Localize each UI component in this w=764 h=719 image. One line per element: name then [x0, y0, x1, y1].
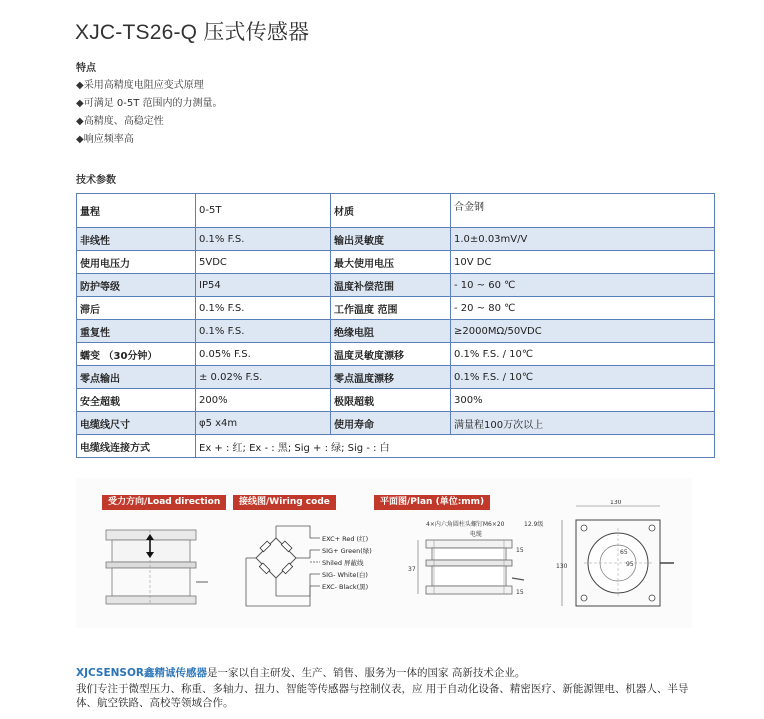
wire-label: EXC+ Red (红) [322, 535, 369, 543]
spec-label: 零点温度漂移 [331, 366, 451, 389]
spec-label: 温度灵敏度漂移 [331, 343, 451, 366]
company-description: 我们专注于微型压力、称重、多轴力、扭力、智能等传感器与控制仪表，应 用于自动化设备、精密医疗、新能源锂电、机器人、半导 [76, 683, 689, 695]
spec-value: ± 0.02% F.S. [196, 366, 331, 389]
wire-label: SIG+ Green(绿) [322, 547, 372, 555]
table-row [77, 228, 715, 251]
spec-value: 满量程100万次以上 [451, 412, 715, 435]
plan-note-cable: 电缆 [470, 531, 483, 538]
spec-value: 0.1% F.S. [196, 320, 331, 343]
spec-value: 合金钢 [451, 194, 715, 228]
diagram-panel [76, 478, 692, 628]
spec-label: 输出灵敏度 [331, 228, 451, 251]
spec-value: ≥2000MΩ/50VDC [451, 320, 715, 343]
spec-label: 使用电压力 [77, 251, 196, 274]
spec-label: 材质 [331, 194, 451, 228]
spec-value: IP54 [196, 274, 331, 297]
table-row [77, 297, 715, 320]
side-view-drawing [406, 516, 556, 616]
spec-label: 蠕变 （30分钟） [77, 343, 196, 366]
spec-label: 使用寿命 [331, 412, 451, 435]
table-row [77, 320, 715, 343]
spec-label: 绝缘电阻 [331, 320, 451, 343]
table-row [77, 412, 715, 435]
table-row [77, 389, 715, 412]
spec-value: 200% [196, 389, 331, 412]
spec-label: 重复性 [77, 320, 196, 343]
features-heading: 特点 [76, 63, 96, 74]
table-row [77, 435, 715, 458]
dim-37: 37 [408, 566, 416, 573]
wire-label: Shiled 屏蔽线 [322, 559, 364, 567]
feature-item: ◆采用高精度电阻应变式原理 [76, 80, 204, 91]
dim-95: 95 [626, 561, 634, 568]
table-row [77, 366, 715, 389]
spec-label: 温度补偿范围 [331, 274, 451, 297]
dim-130-side: 130 [556, 563, 568, 570]
plan-label: 平面图/Plan (单位:mm) [374, 495, 490, 510]
spec-value: 10V DC [451, 251, 715, 274]
wire-label: SIG- White(白) [322, 571, 368, 579]
spec-label: 最大使用电压 [331, 251, 451, 274]
feature-item: ◆响应频率高 [76, 134, 134, 145]
spec-value: Ex + : 红; Ex - : 黑; Sig + : 绿; Sig - : 白 [196, 435, 715, 458]
load-direction-label: 受力方向/Load direction [102, 495, 226, 510]
spec-label: 非线性 [77, 228, 196, 251]
table-row [77, 343, 715, 366]
spec-value: 300% [451, 389, 715, 412]
spec-value: 0-5T [196, 194, 331, 228]
company-intro [76, 665, 525, 680]
spec-label: 零点输出 [77, 366, 196, 389]
spec-value: 0.1% F.S. / 10℃ [451, 366, 715, 389]
company-description-cont: 体、航空铁路、高校等领域合作。 [76, 697, 234, 709]
page-title: XJC-TS26-Q 压式传感器 [75, 21, 310, 44]
spec-value: 0.1% F.S. [196, 297, 331, 320]
spec-table [76, 193, 715, 458]
wire-label: EXC- Black(黑) [322, 583, 369, 591]
dim-15-top: 15 [516, 547, 524, 554]
spec-label: 电缆线尺寸 [77, 412, 196, 435]
spec-value: - 10 ~ 60 ℃ [451, 274, 715, 297]
brand-name: XJCSENSOR鑫精诚传感器 [76, 667, 207, 679]
spec-value: 1.0±0.03mV/V [451, 228, 715, 251]
spec-value: 5VDC [196, 251, 331, 274]
feature-item: ◆可满足 0-5T 范围内的力测量。 [76, 98, 223, 109]
dim-130-top: 130 [610, 500, 622, 506]
specs-heading: 技术参数 [76, 175, 116, 186]
spec-value: 0.1% F.S. / 10℃ [451, 343, 715, 366]
spec-value: 0.05% F.S. [196, 343, 331, 366]
feature-item: ◆高精度、高稳定性 [76, 116, 164, 127]
load-direction-drawing [98, 522, 213, 612]
spec-label: 安全超载 [77, 389, 196, 412]
spec-label: 极限超载 [331, 389, 451, 412]
dim-15-bottom: 15 [516, 589, 524, 596]
spec-label: 工作温度 范围 [331, 297, 451, 320]
spec-label: 电缆线连接方式 [77, 435, 196, 458]
plan-note-grade: 12.9级 [524, 521, 544, 528]
table-row [77, 274, 715, 297]
plan-note: 4×内六角圆柱头螺钉M6×20 [426, 521, 505, 528]
spec-label: 量程 [77, 194, 196, 228]
spec-value: φ5 x4m [196, 412, 331, 435]
spec-value: 0.1% F.S. [196, 228, 331, 251]
spec-label: 滞后 [77, 297, 196, 320]
wiring-code-label: 接线图/Wiring code [233, 495, 336, 510]
spec-label: 防护等级 [77, 274, 196, 297]
spec-value: - 20 ~ 80 ℃ [451, 297, 715, 320]
intro-text: 是一家以自主研发、生产、销售、服务为一体的国家 高新技术企业。 [207, 667, 526, 679]
table-row [77, 251, 715, 274]
table-row [77, 194, 715, 228]
dim-65: 65 [620, 549, 628, 556]
wiring-code-drawing [226, 518, 406, 618]
plan-view-drawing [554, 500, 689, 622]
